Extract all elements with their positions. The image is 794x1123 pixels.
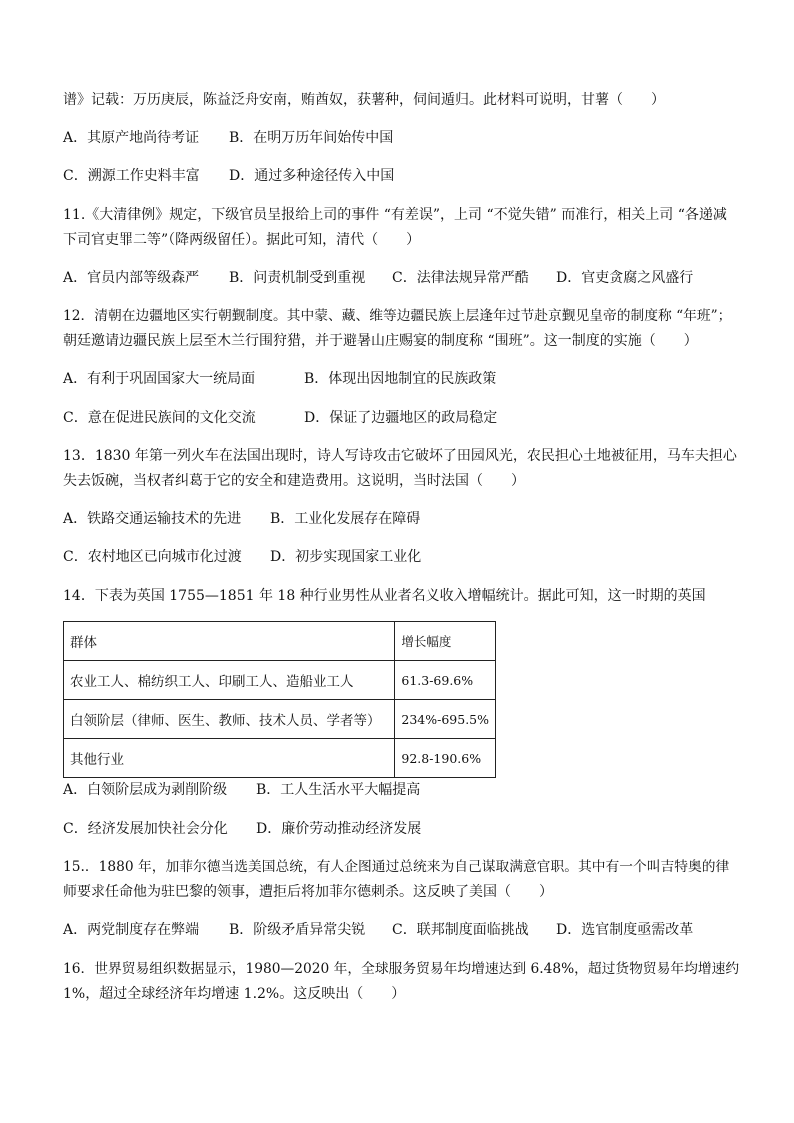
q10-stem: 谱》记载：万历庚辰，陈益泛舟安南，贿酋奴，获薯种，伺间遁归。此材料可说明，甘薯（ ） (63, 92, 665, 108)
table-header-cell: 增长幅度 (395, 622, 496, 661)
q16-stem-line2: 1%，超过全球经济年均增速 1.2%。这反映出（ ） (63, 986, 406, 1002)
q12-option-a: A．有利于巩固国家大一统局面 (63, 371, 256, 387)
q13-stem-line1: 13．1830 年第一列火车在法国出现时，诗人写诗攻击它破坏了田园风光，农民担心土地被征用，马车夫担心 (63, 448, 737, 464)
q14-option-d: D．廉价劳动推动经济发展 (256, 821, 422, 837)
q15-stem-line2: 师要求任命他为驻巴黎的领事，遭拒后将加菲尔德刺杀。这反映了美国（ ） (63, 884, 553, 900)
q12-stem-line2: 朝廷邀请边疆民族上层至木兰行围狩猎，并于避暑山庄赐宴的制度称 “围班”。这一制度的实施（ ） (63, 333, 698, 349)
table-row (64, 661, 496, 700)
q11-stem-line2: 下司官吏罪二等”（降两级留任）。据此可知，清代（ ） (63, 232, 421, 248)
q10-option-b: B．在明万历年间始传中国 (229, 130, 394, 146)
q13-option-b: B．工业化发展存在障碍 (270, 511, 421, 527)
table-cell: 农业工人、棉纺织工人、印刷工人、造船业工人 (64, 661, 395, 700)
q12-option-d: D．保证了边疆地区的政局稳定 (304, 410, 498, 426)
q11-option-b: B．问责机制受到重视 (229, 270, 366, 286)
q11-stem-line1: 11.《大清律例》规定，下级官员呈报给上司的事件 “有差误”，上司 “不觉失错” 而准行，相关上司 “各递减 (63, 207, 727, 223)
q13-option-a: A．铁路交通运输技术的先进 (63, 511, 242, 527)
table-row (64, 739, 496, 778)
q13-stem-line2: 失去饭碗，当权者纠葛于它的安全和建造费用。这说明，当时法国（ ） (63, 473, 525, 489)
q12-option-c: C．意在促进民族间的文化交流 (63, 410, 256, 426)
q15-option-b: B．阶级矛盾异常尖锐 (229, 922, 366, 938)
table-cell: 其他行业 (64, 739, 395, 778)
q15-option-a: A．两党制度存在弊端 (63, 922, 200, 938)
q11-option-d: D．官吏贪腐之风盛行 (556, 270, 694, 286)
table-header-cell: 群体 (64, 622, 395, 661)
q14-option-c: C．经济发展加快社会分化 (63, 821, 228, 837)
q10-option-c: C．溯源工作史料丰富 (63, 168, 200, 184)
q14-stem: 14．下表为英国 1755—1851 年 18 种行业男性从业者名义收入增幅统计。据此可知，这一时期的英国 (63, 588, 706, 604)
q11-option-c: C．法律法规异常严酷 (392, 270, 529, 286)
q12-option-b: B．体现出因地制宜的民族政策 (304, 371, 497, 387)
q11-option-a: A．官员内部等级森严 (63, 270, 200, 286)
q15-option-c: C．联邦制度面临挑战 (392, 922, 529, 938)
table-cell: 234%-695.5% (395, 700, 496, 739)
q15-option-d: D．选官制度亟需改革 (556, 922, 694, 938)
q13-option-d: D．初步实现国家工业化 (270, 549, 422, 565)
q14-option-a: A．白领阶层成为剥削阶级 (63, 782, 228, 798)
table-cell: 白领阶层（律师、医生、教师、技术人员、学者等） (64, 700, 395, 739)
q15-stem-line1: 15.．1880 年，加菲尔德当选美国总统，有人企图通过总统来为自己谋取满意官职。其中有一个叫吉特奥的律 (63, 859, 730, 875)
q10-option-a: A．其原产地尚待考证 (63, 130, 200, 146)
q13-option-c: C．农村地区已向城市化过渡 (63, 549, 242, 565)
table-row (64, 700, 496, 739)
q14-option-b: B．工人生活水平大幅提高 (256, 782, 421, 798)
table-header-row (64, 622, 496, 661)
q16-stem-line1: 16．世界贸易组织数据显示，1980—2020 年，全球服务贸易年均增速达到 6.48%，超过货物贸易年均增速约 (63, 961, 740, 977)
income-growth-table (63, 621, 496, 778)
table-cell: 61.3-69.6% (395, 661, 496, 700)
table-cell: 92.8-190.6% (395, 739, 496, 778)
q10-option-d: D．通过多种途径传入中国 (229, 168, 395, 184)
q12-stem-line1: 12．清朝在边疆地区实行朝觐制度。其中蒙、藏、维等边疆民族上层逢年过节赴京觐见皇帝的制度称 “年班”； (63, 308, 732, 324)
